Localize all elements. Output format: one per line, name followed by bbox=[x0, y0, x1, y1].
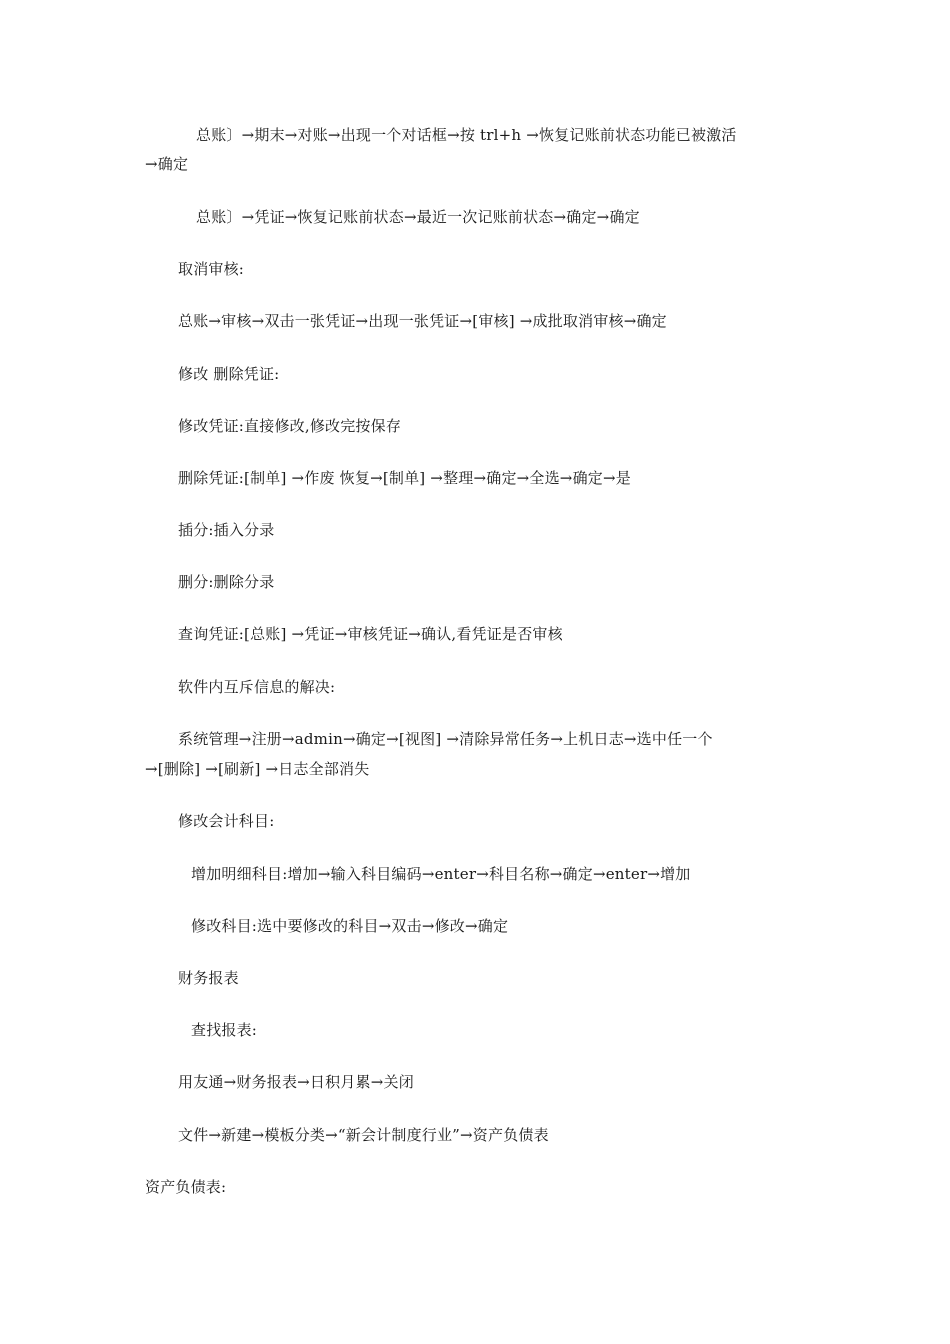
text-line: →确定 bbox=[145, 155, 189, 173]
text-line: 文件→新建→模板分类→“新会计制度行业”→资产负债表 bbox=[178, 1126, 549, 1144]
text-line: 增加明细科目:增加→输入科目编码→enter→科目名称→确定→enter→增加 bbox=[191, 865, 691, 883]
text-line: 删除凭证:[制单] →作废 恢复→[制单] →整理→确定→全选→确定→是 bbox=[178, 469, 631, 487]
text-line: →[删除] →[刷新] →日志全部消失 bbox=[145, 760, 370, 778]
text-line: 修改凭证:直接修改,修改完按保存 bbox=[178, 417, 402, 435]
section-heading: 修改 删除凭证: bbox=[178, 365, 280, 383]
text-line: 系统管理→注册→admin→确定→[视图] →清除异常任务→上机日志→选中任一个 bbox=[178, 730, 713, 748]
section-heading: 财务报表 bbox=[178, 969, 239, 987]
section-heading: 修改会计科目: bbox=[178, 812, 275, 830]
section-heading: 资产负债表: bbox=[145, 1178, 227, 1196]
text-line: 用友通→财务报表→日积月累→关闭 bbox=[178, 1073, 414, 1091]
text-line: 总账〕→期末→对账→出现一个对话框→按 trl+h →恢复记账前状态功能已被激活 bbox=[196, 126, 737, 144]
text-line: 总账→审核→双击一张凭证→出现一张凭证→[审核] →成批取消审核→确定 bbox=[178, 312, 667, 330]
section-heading: 查找报表: bbox=[191, 1021, 258, 1039]
section-heading: 软件内互斥信息的解决: bbox=[178, 678, 336, 696]
text-line: 修改科目:选中要修改的科目→双击→修改→确定 bbox=[191, 917, 509, 935]
text-line: 插分:插入分录 bbox=[178, 521, 275, 539]
section-heading: 取消审核: bbox=[178, 260, 245, 278]
text-line: 删分:删除分录 bbox=[178, 573, 275, 591]
text-line: 总账〕→凭证→恢复记账前状态→最近一次记账前状态→确定→确定 bbox=[196, 208, 640, 226]
text-line: 查询凭证:[总账] →凭证→审核凭证→确认,看凭证是否审核 bbox=[178, 625, 563, 643]
